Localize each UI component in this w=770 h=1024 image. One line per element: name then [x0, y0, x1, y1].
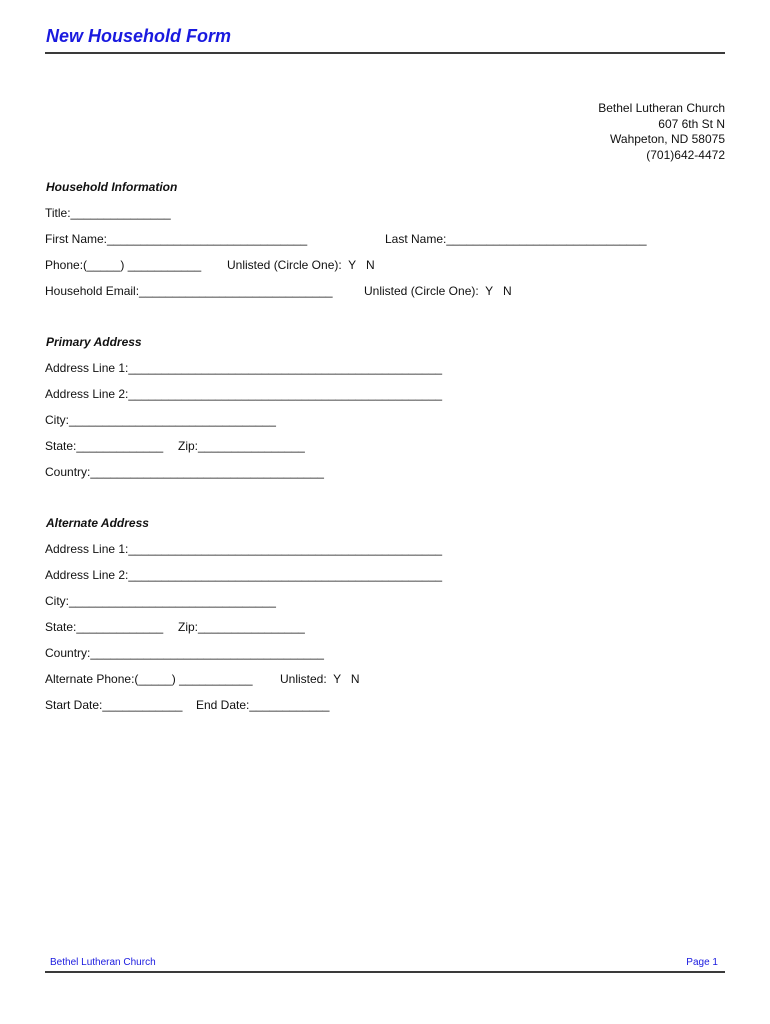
alternate-address-heading: Alternate Address — [46, 516, 149, 530]
alternate-address-line2-field[interactable]: Address Line 2:_______________________________________________ — [45, 568, 443, 582]
organization-phone: (701)642-4472 — [646, 147, 725, 162]
alternate-address-line1-field[interactable]: Address Line 1:_______________________________________________ — [45, 542, 443, 556]
phone-field[interactable]: Phone:(_____) ___________ — [45, 258, 202, 272]
end-date-field[interactable]: End Date:____________ — [196, 698, 330, 712]
phone-unlisted-choice[interactable]: Unlisted (Circle One): Y N — [227, 258, 375, 272]
organization-city-state-zip: Wahpeton, ND 58075 — [610, 132, 725, 146]
primary-country-field[interactable]: Country:___________________________________ — [45, 465, 324, 479]
page-number: Page 1 — [686, 957, 718, 968]
household-info-heading: Household Information — [46, 180, 178, 194]
alternate-country-field[interactable]: Country:___________________________________ — [45, 646, 324, 660]
alternate-zip-field[interactable]: Zip:________________ — [178, 620, 305, 634]
organization-name: Bethel Lutheran Church — [598, 101, 725, 115]
primary-address-line2-field[interactable]: Address Line 2:_______________________________________________ — [45, 387, 443, 401]
primary-city-field[interactable]: City:_______________________________ — [45, 413, 276, 427]
alternate-phone-unlisted-choice[interactable]: Unlisted: Y N — [280, 672, 360, 686]
first-name-field[interactable]: First Name:______________________________ — [45, 232, 308, 246]
alternate-city-field[interactable]: City:_______________________________ — [45, 594, 276, 608]
page-title: New Household Form — [46, 26, 232, 46]
start-date-field[interactable]: Start Date:____________ — [45, 698, 183, 712]
email-unlisted-choice[interactable]: Unlisted (Circle One): Y N — [364, 284, 512, 298]
household-email-field[interactable]: Household Email:_____________________________ — [45, 284, 333, 298]
alternate-state-field[interactable]: State:_____________ — [45, 620, 164, 634]
organization-street: 607 6th St N — [658, 116, 725, 131]
last-name-field[interactable]: Last Name:______________________________ — [385, 232, 647, 246]
primary-address-line1-field[interactable]: Address Line 1:_______________________________________________ — [45, 361, 443, 375]
footer-organization: Bethel Lutheran Church — [50, 957, 156, 968]
primary-address-heading: Primary Address — [46, 335, 142, 349]
primary-state-field[interactable]: State:_____________ — [45, 439, 164, 453]
header-divider — [45, 52, 725, 54]
footer-divider — [45, 971, 725, 973]
primary-zip-field[interactable]: Zip:________________ — [178, 439, 305, 453]
organization-address-block — [598, 101, 725, 163]
title-field[interactable]: Title:_______________ — [45, 206, 171, 220]
alternate-phone-field[interactable]: Alternate Phone:(_____) ___________ — [45, 672, 253, 686]
